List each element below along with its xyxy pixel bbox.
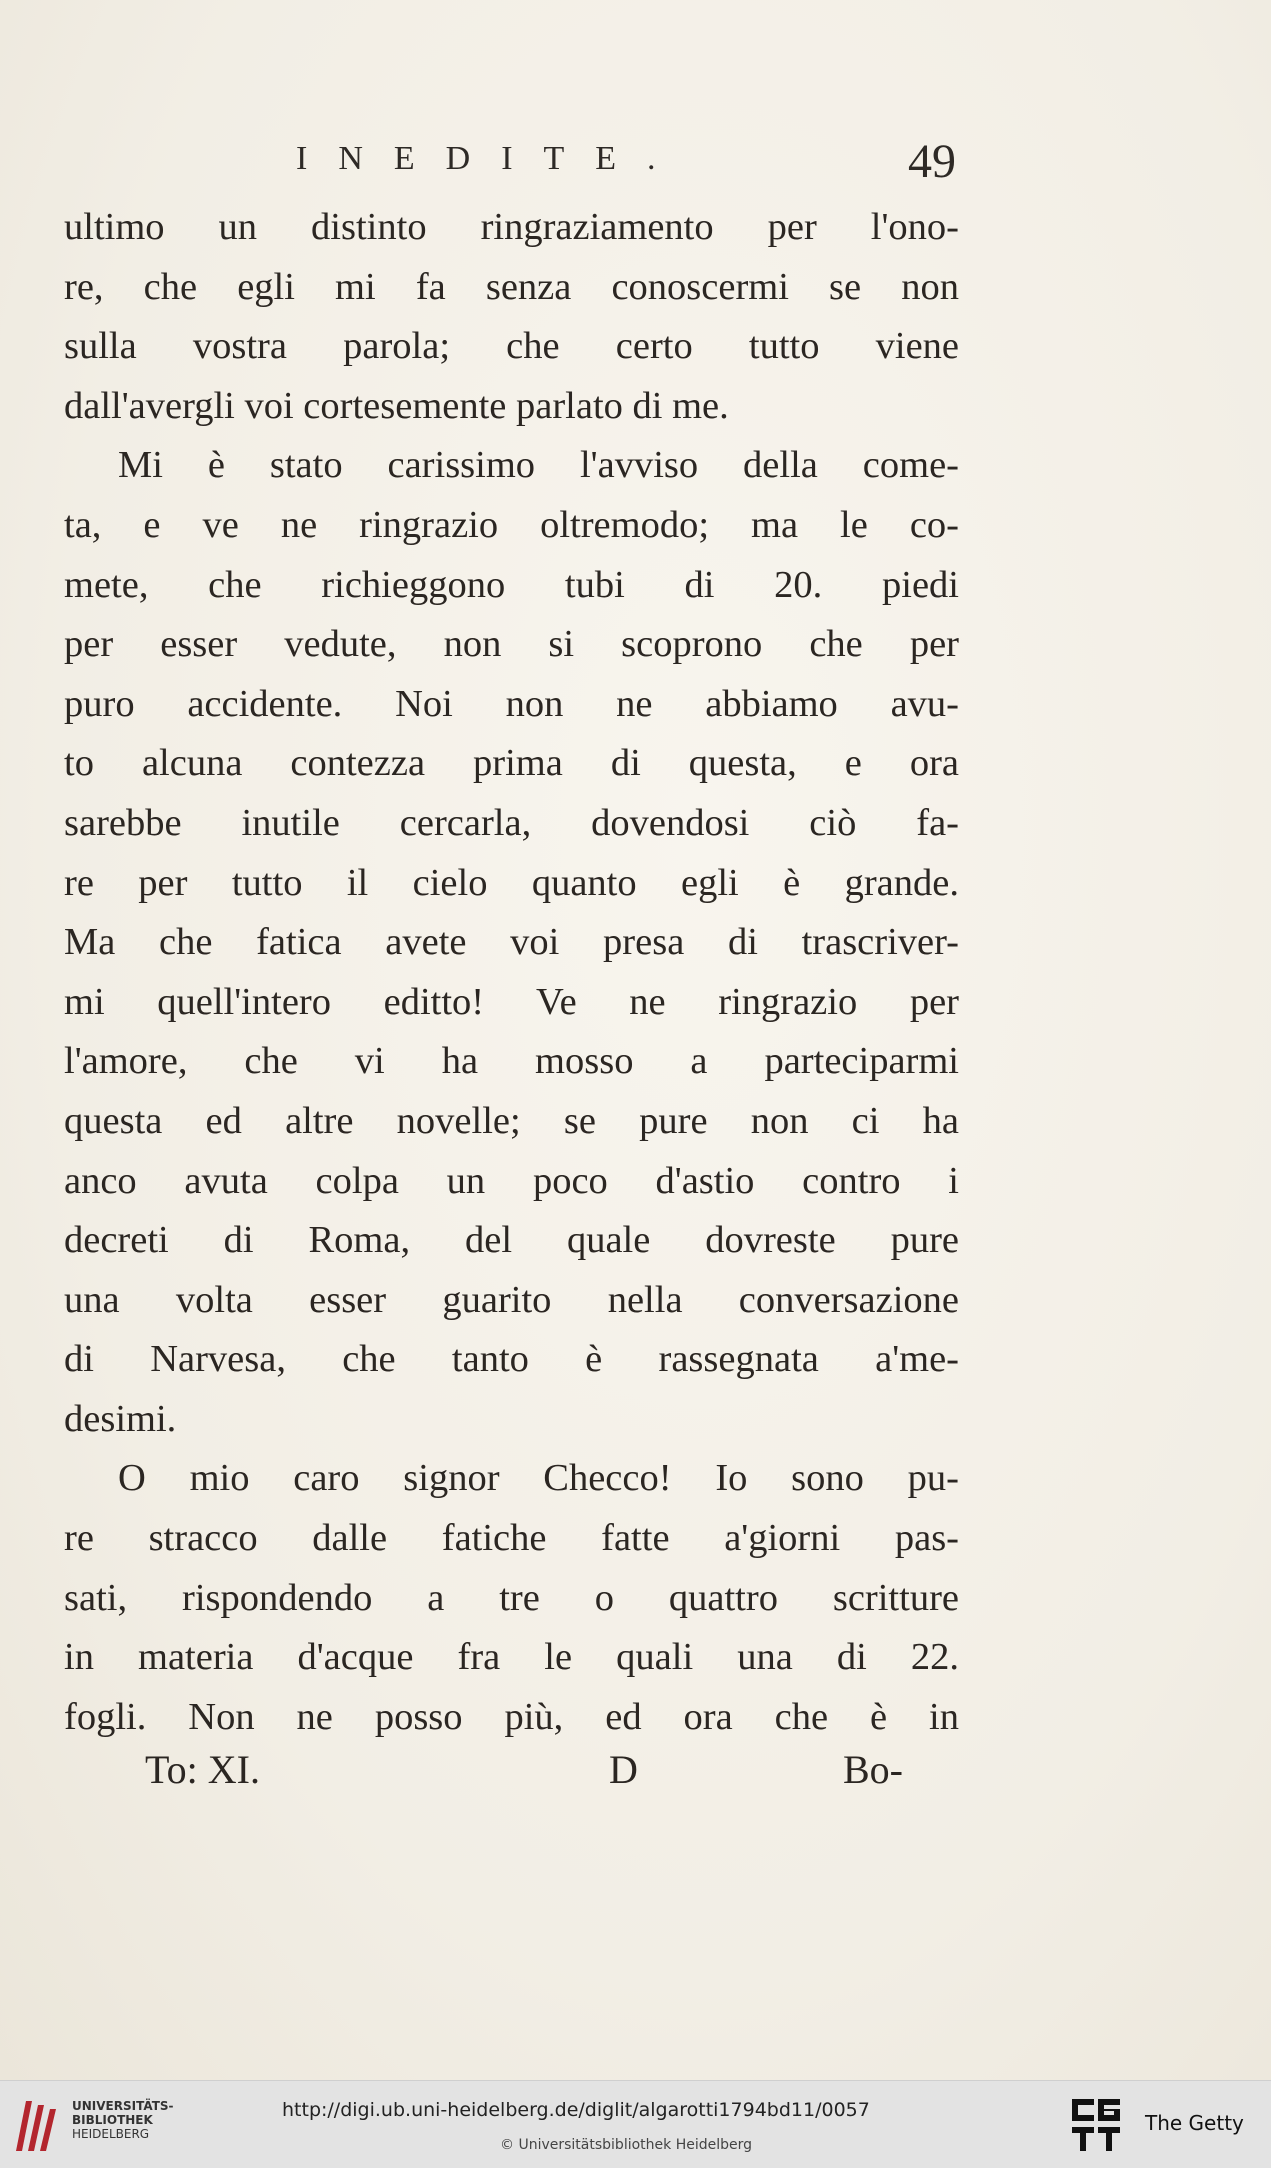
institution-name[interactable]: UNIVERSITÄTS- BIBLIOTHEK HEIDELBERG xyxy=(72,2099,174,2141)
gathering-mark: D xyxy=(609,1747,638,1792)
text-line: re, che egli mi fa senza conoscermi se non xyxy=(64,265,959,308)
text-line: una volta esser guarito nella conversazione xyxy=(64,1278,959,1321)
text-line: anco avuta colpa un poco d'astio contro i xyxy=(64,1159,959,1202)
text-line: questa ed altre novelle; se pure non ci ha xyxy=(64,1099,959,1142)
text-line: ta, e ve ne ringrazio oltremodo; ma le co- xyxy=(64,503,959,546)
text-line: desimi. xyxy=(64,1397,177,1440)
text-line: Ma che fatica avete voi presa di trascriver- xyxy=(64,921,959,964)
signature-line xyxy=(145,1746,905,1806)
partner-name[interactable]: The Getty xyxy=(1145,2111,1244,2135)
text-line: sulla vostra parola; che certo tutto viene xyxy=(64,325,959,368)
running-title: INEDITE. xyxy=(296,140,687,177)
text-line: to alcuna contezza prima di questa, e ora xyxy=(64,742,959,785)
text-line: l'amore, che vi ha mosso a parteciparmi xyxy=(64,1040,959,1083)
body-text xyxy=(64,198,959,1747)
text-line: ultimo un distinto ringraziamento per l'ono- xyxy=(64,206,959,248)
heidelberg-library-logo-icon[interactable] xyxy=(12,2095,58,2155)
viewer-footer xyxy=(0,2080,1271,2168)
text-line: O mio caro signor Checco! Io sono pu- xyxy=(118,1457,959,1500)
volume-signature: To: XI. xyxy=(145,1747,260,1792)
text-line: puro accidente. Noi non ne abbiamo avu- xyxy=(64,682,959,725)
page-number: 49 xyxy=(908,135,956,188)
getty-logo-icon[interactable] xyxy=(1070,2095,1126,2155)
text-line: in materia d'acque fra le quali una di 22. xyxy=(64,1636,959,1679)
text-line: sarebbe inutile cercarla, dovendosi ciò fa- xyxy=(64,801,959,844)
text-line: di Narvesa, che tanto è rassegnata a'me- xyxy=(64,1338,959,1381)
text-line: re per tutto il cielo quanto egli è grande. xyxy=(64,861,959,904)
copyright-notice: © Universitätsbibliothek Heidelberg xyxy=(500,2137,753,2153)
text-line: fogli. Non ne posso più, ed ora che è in xyxy=(64,1695,959,1738)
catchword: Bo- xyxy=(843,1747,903,1792)
text-line: dall'avergli voi cortesemente parlato di me. xyxy=(64,384,729,427)
text-line: mete, che richieggono tubi di 20. piedi xyxy=(64,563,959,606)
text-line: sati, rispondendo a tre o quattro scritture xyxy=(64,1576,959,1619)
page-header xyxy=(296,135,956,200)
text-line: decreti di Roma, del quale dovreste pure xyxy=(64,1219,959,1262)
text-line: Mi è stato carissimo l'avviso della come- xyxy=(118,444,959,487)
text-line: mi quell'intero editto! Ve ne ringrazio per xyxy=(64,980,959,1023)
text-line: re stracco dalle fatiche fatte a'giorni pas- xyxy=(64,1517,959,1560)
permalink-url[interactable]: http://digi.ub.uni-heidelberg.de/diglit/algarotti1794bd11/0057 xyxy=(282,2099,870,2121)
text-line: per esser vedute, non si scoprono che per xyxy=(64,623,959,666)
